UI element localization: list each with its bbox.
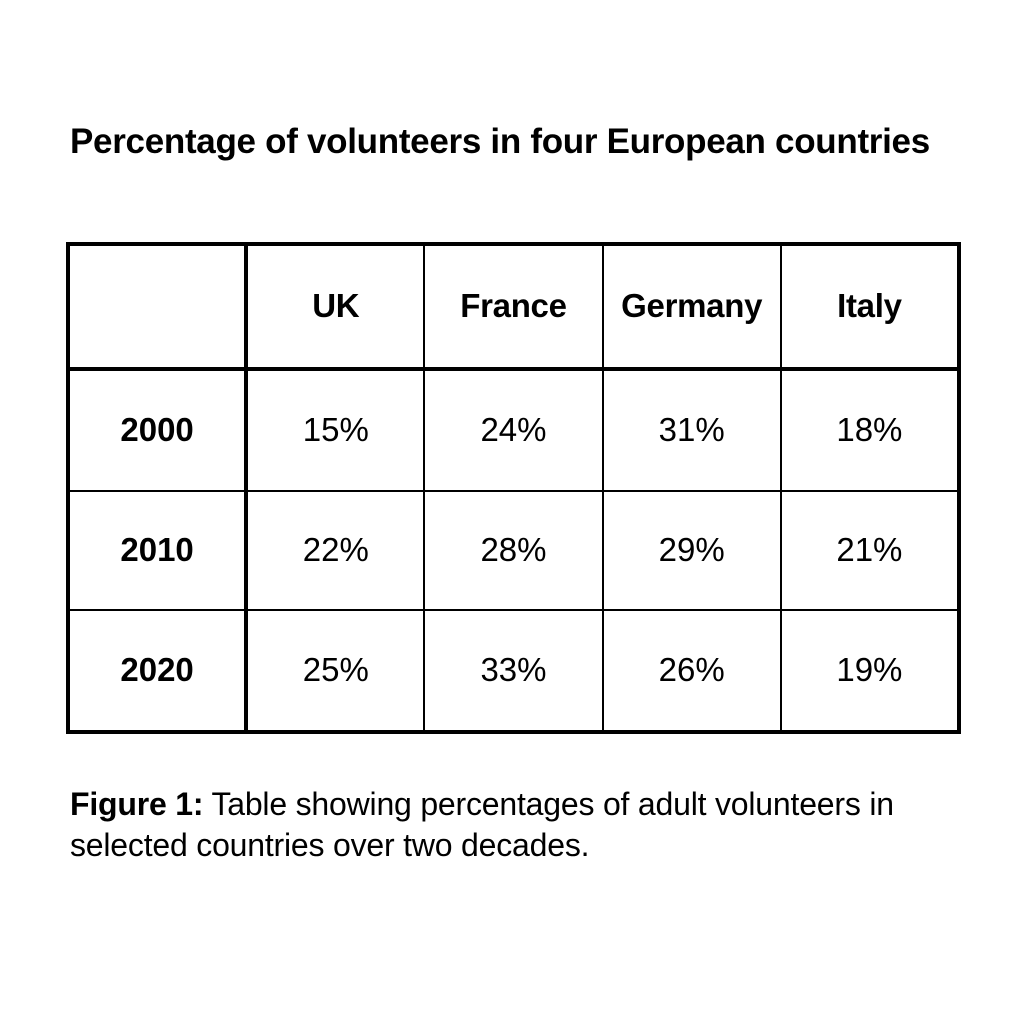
cell-2020-france: 33% [424,610,602,732]
cell-2020-germany: 26% [603,610,781,732]
chart-title: Percentage of volunteers in four European countries [70,122,930,161]
row-header-2010: 2010 [68,491,246,610]
cell-2000-germany: 31% [603,369,781,491]
cell-2000-france: 24% [424,369,602,491]
column-header-france: France [424,244,602,369]
figure-caption [70,784,970,866]
column-header-uk: UK [246,244,424,369]
cell-2010-italy: 21% [781,491,959,610]
table-header-row [68,244,959,369]
figure-caption-text: Table showing percentages of adult volunteers in selected countries over two decades. [70,786,894,863]
cell-2000-italy: 18% [781,369,959,491]
row-header-2000: 2000 [68,369,246,491]
row-header-2020: 2020 [68,610,246,732]
table-corner-cell [68,244,246,369]
cell-2020-uk: 25% [246,610,424,732]
cell-2010-germany: 29% [603,491,781,610]
cell-2010-france: 28% [424,491,602,610]
column-header-italy: Italy [781,244,959,369]
data-table [66,242,961,734]
column-header-germany: Germany [603,244,781,369]
data-table-container [66,242,961,734]
figure-caption-label: Figure 1: [70,786,204,822]
table-row-2020 [68,610,959,732]
cell-2000-uk: 15% [246,369,424,491]
table-row-2000 [68,369,959,491]
cell-2020-italy: 19% [781,610,959,732]
cell-2010-uk: 22% [246,491,424,610]
table-row-2010 [68,491,959,610]
